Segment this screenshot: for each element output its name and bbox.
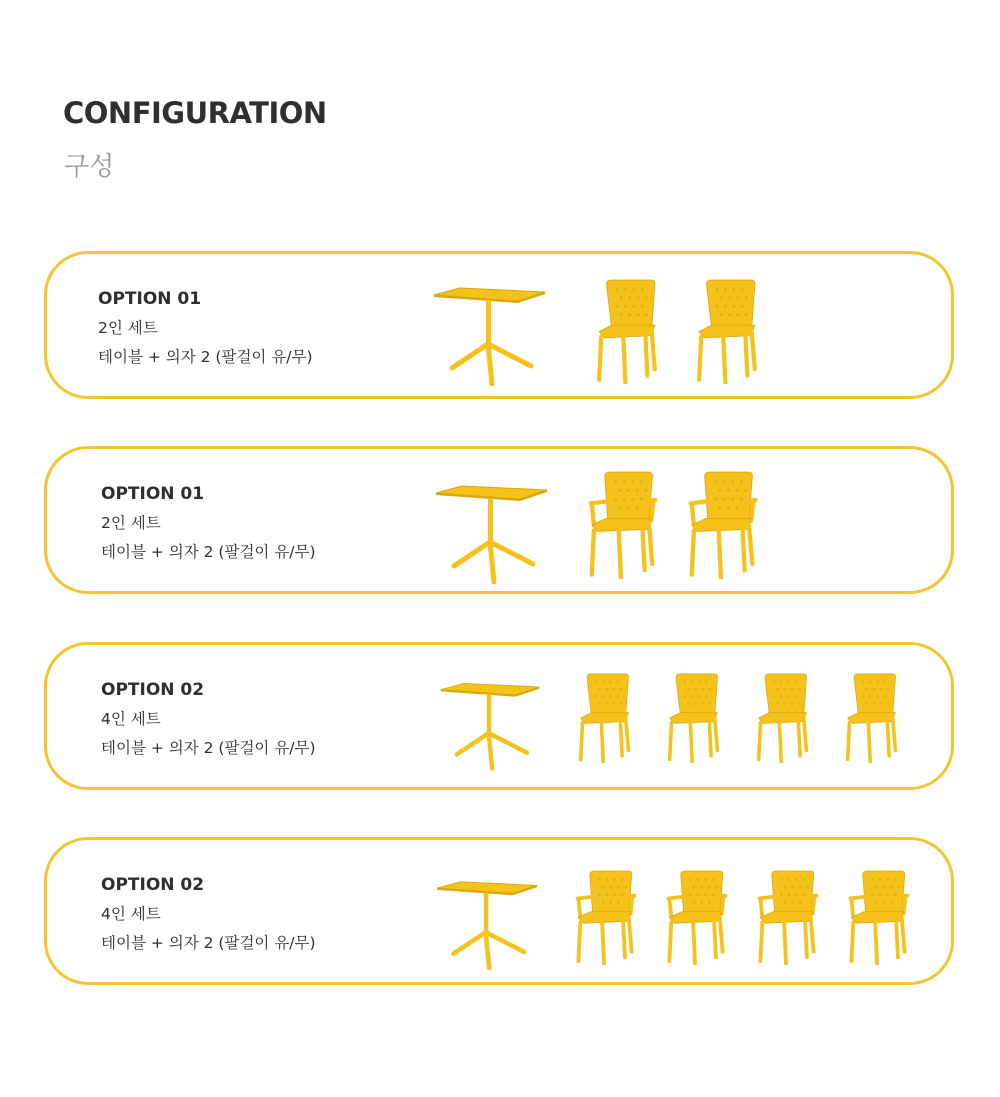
option-composition: 테이블 + 의자 2 (팔걸이 유/무) [101, 739, 316, 757]
option-composition: 테이블 + 의자 2 (팔걸이 유/무) [98, 348, 313, 366]
armchair-icon [661, 870, 731, 965]
armchair-icon [570, 870, 640, 965]
option-label: OPTION 02 [101, 875, 205, 895]
chair-icon [662, 673, 726, 763]
option-people: 2인 세트 [98, 319, 158, 337]
option-people: 2인 세트 [101, 514, 161, 532]
armchair-icon [682, 471, 762, 579]
page-subtitle: 구성 [64, 152, 115, 182]
chair-icon [751, 673, 815, 763]
table-icon [435, 880, 539, 970]
option-people: 4인 세트 [101, 710, 161, 728]
chair-icon [840, 673, 904, 763]
chair-icon [590, 279, 665, 384]
armchair-icon [582, 471, 662, 579]
chair-icon [573, 673, 637, 763]
option-card [44, 251, 954, 399]
option-label: OPTION 01 [101, 484, 205, 504]
page-title: CONFIGURATION [63, 96, 327, 130]
option-composition: 테이블 + 의자 2 (팔걸이 유/무) [101, 934, 316, 952]
option-composition: 테이블 + 의자 2 (팔걸이 유/무) [101, 543, 316, 561]
chair-icon [690, 279, 765, 384]
armchair-icon [752, 870, 822, 965]
armchair-icon [843, 870, 913, 965]
option-people: 4인 세트 [101, 905, 161, 923]
option-card [44, 446, 954, 594]
table-icon [439, 681, 541, 771]
option-card [44, 642, 954, 790]
table-icon [434, 484, 549, 584]
option-label: OPTION 02 [101, 680, 205, 700]
option-label: OPTION 01 [98, 289, 202, 309]
option-card [44, 837, 954, 985]
table-icon [432, 286, 547, 386]
